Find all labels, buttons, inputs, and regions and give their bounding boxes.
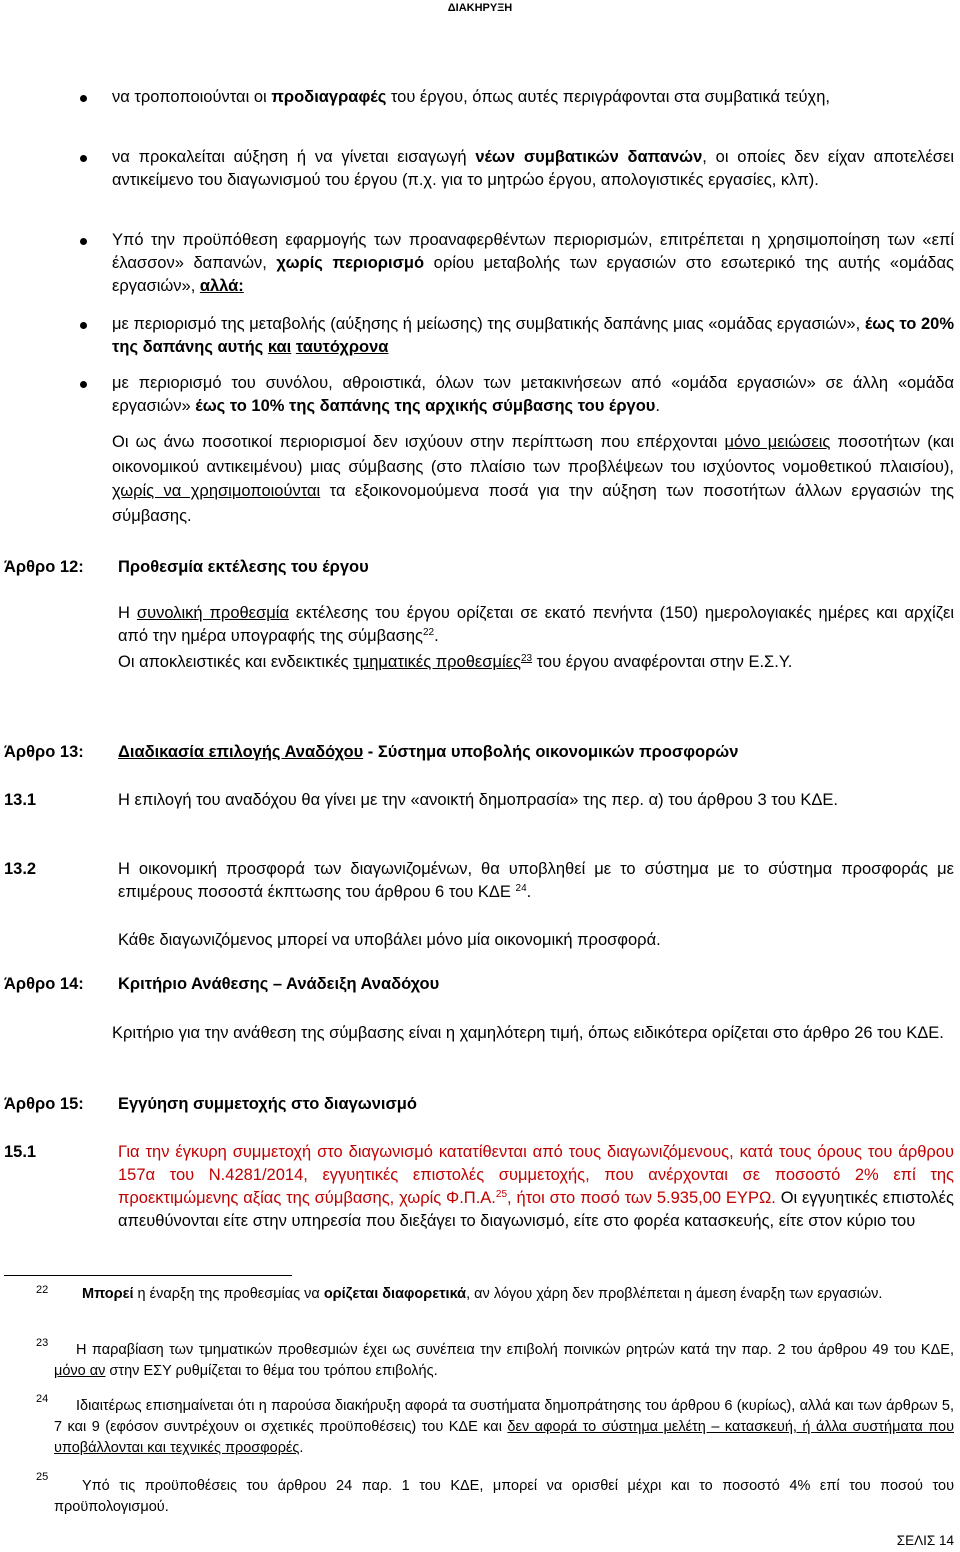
footnote-22: Μπορεί η έναρξη της προθεσμίας να ορίζεται διαφορετικά, αν λόγου χάρη δεν προβλέπεται η άμεση έναρξη των εργασιών. — [82, 1286, 883, 1302]
footnote-separator — [4, 1275, 292, 1276]
footnote-24-number: 24 — [36, 1393, 49, 1405]
article-13-label: Άρθρο 13: — [4, 743, 84, 761]
article-12-paragraph-2: Οι αποκλειστικές και ενδεικτικές τμηματικές προθεσμίες$^{23}$ του έργου αναφέρονται στην Ε.Σ.Υ. — [118, 653, 793, 671]
article-12-paragraph-1: Η συνολική προθεσμία εκτέλεσης του έργου ορίζεται σε εκατό πενήντα (150) ημερολογιακές ημέρες και αρχίζει από την ημέρα υπογραφής της σύμβασης$^{22}$. — [118, 604, 955, 645]
article-12-label: Άρθρο 12: — [4, 558, 84, 576]
bullet-item-3: Υπό την προϋπόθεση εφαρμογής των προαναφερθέντων περιορισμών, επιτρέπεται η χρησιμοποίηση των «επί έλασσον» δαπανών, χωρίς περιορισμό ορίου μεταβολής των εργασιών στο εσωτερικό της αυτής «ομάδας εργασιών», αλλά: — [112, 231, 954, 295]
article-13-title: Διαδικασία επιλογής Αναδόχου - Σύστημα υποβολής οικονομικών προσφορών — [118, 743, 739, 761]
section-13-2-text: Η οικονομική προσφορά των διαγωνιζομένων, θα υποβληθεί με το σύστημα με το σύστημα προσφοράς με επιμέρους ποσοστά έκπτωσης του άρθρου 6 του ΚΔΕ $^{24}$. — [118, 860, 954, 901]
footnote-23: Η παραβίαση των τμηματικών προθεσμιών έχει ως συνέπεια την επιβολή ποινικών ρητρών κατά την παρ. 2 του άρθρου 49 του ΚΔΕ, μόνο αν στην ΕΣΥ ρυθμίζεται το θέμα του τρόπου επιβολής. — [54, 1342, 954, 1379]
bullet-dot — [80, 381, 87, 388]
footnote-24: Ιδιαιτέρως επισημαίνεται ότι η παρούσα διακήρυξη αφορά τα συστήματα δημοπράτησης του άρθρου 6 (κυρίως), αλλά και των άρθρων 5, 7 και 9 (εφόσον συντρέχουν οι σχετικές προϋποθέσεις) του ΚΔΕ και δεν αφορά το σύστημα μελέτη – κατασκευή, ή άλλα συστήματα που υποβάλλονται και τεχνικές προσφορές. — [54, 1398, 954, 1456]
section-13-1-number: 13.1 — [4, 791, 37, 809]
footnote-25-number: 25 — [36, 1471, 49, 1483]
article-15-title: Εγγύηση συμμετοχής στο διαγωνισμό — [118, 1095, 417, 1113]
bullet-item-2: να προκαλείται αύξηση ή να γίνεται εισαγωγή νέων συμβατικών δαπανών, οι οποίες δεν είχαν αποτελέσει αντικείμενο του διαγωνισμού του έργου (π.χ. για το μητρώο έργου, απολογιστικές εργασίες, κλπ). — [112, 148, 954, 189]
article-13-note: Κάθε διαγωνιζόμενος μπορεί να υποβάλει μόνο μία οικονομική προσφορά. — [118, 931, 661, 949]
bullet-dot — [80, 95, 87, 102]
bullet-item-5: με περιορισμό του συνόλου, αθροιστικά, όλων των μετακινήσεων από «ομάδα εργασιών» σε άλλη «ομάδα εργασιών» έως το 10% της δαπάνης της αρχικής σύμβασης του έργου. — [112, 374, 954, 415]
article-12-title: Προθεσμία εκτέλεσης του έργου — [118, 558, 369, 576]
bullet-item-4: με περιορισμό της μεταβολής (αύξησης ή μείωσης) της συμβατικής δαπάνης μιας «ομάδας εργασιών», έως το 20% της δαπάνης αυτής και ταυτόχρονα — [112, 315, 954, 356]
bullet-item-1: να τροποποιούνται οι προδιαγραφές του έργου, όπως αυτές περιγράφονται στα συμβατικά τεύχη, — [112, 88, 830, 106]
section-15-1-text: Για την έγκυρη συμμετοχή στο διαγωνισμό κατατίθενται από τους διαγωνιζόμενους, κατά τους όρους του άρθρου 157α του Ν.4281/2014, εγγυητικές επιστολές συμμετοχής, που ανέρχονται σε ποσοστό 2% επί της προεκτιμώμενης αξίας της σύμβασης, χωρίς Φ.Π.Α.$^{25}$, ήτοι στο ποσό των 5.935,00 ΕΥΡΩ. Οι εγγυητικές επιστολές απευθύνονται είτε στην υπηρεσία που διεξάγει το διαγωνισμό, είτε στο φορέα κατασκευής, είτε στον κύριο του — [118, 1143, 954, 1230]
bullet-dot — [80, 322, 87, 329]
section-13-2-number: 13.2 — [4, 860, 37, 878]
document-header: ΔΙΑΚΗΡΥΞΗ — [447, 2, 513, 14]
page-number: ΣΕΛΙΣ 14 — [896, 1533, 954, 1548]
article-14-title: Κριτήριο Ανάθεσης – Ανάδειξη Αναδόχου — [118, 975, 440, 993]
article-14-label: Άρθρο 14: — [4, 975, 84, 993]
footnote-25: Υπό τις προϋποθέσεις του άρθρου 24 παρ. 1 του ΚΔΕ, μπορεί να ορισθεί μέχρι και το ποσοστό 4% επί του ποσού του προϋπολογισμού. — [54, 1478, 954, 1515]
footnote-22-number: 22 — [36, 1284, 49, 1296]
footnote-23-number: 23 — [36, 1337, 49, 1349]
limits-paragraph: Οι ως άνω ποσοτικοί περιορισμοί δεν ισχύουν στην περίπτωση που επέρχονται μόνο μειώσεις ποσοτήτων (και οικονομικού αντικειμένου) μιας σύμβασης (στο πλαίσιο των προβλέψεων του ισχύοντος νομοθετικού πλαισίου), χωρίς να χρησιμοποιούνται τα εξοικονομούμενα ποσά για την αύξηση των ποσοτήτων άλλων εργασιών της σύμβασης. — [112, 433, 955, 525]
bullet-dot — [80, 238, 87, 245]
bullet-dot — [80, 155, 87, 162]
article-14-text: Κριτήριο για την ανάθεση της σύμβασης είναι η χαμηλότερη τιμή, όπως ειδικότερα ορίζεται στο άρθρο 26 του ΚΔΕ. — [112, 1024, 944, 1042]
article-15-label: Άρθρο 15: — [4, 1095, 84, 1113]
section-13-1-text: Η επιλογή του αναδόχου θα γίνει με την «ανοικτή δημοπρασία» της περ. α) του άρθρου 3 του ΚΔΕ. — [118, 791, 838, 809]
section-15-1-number: 15.1 — [4, 1143, 37, 1161]
